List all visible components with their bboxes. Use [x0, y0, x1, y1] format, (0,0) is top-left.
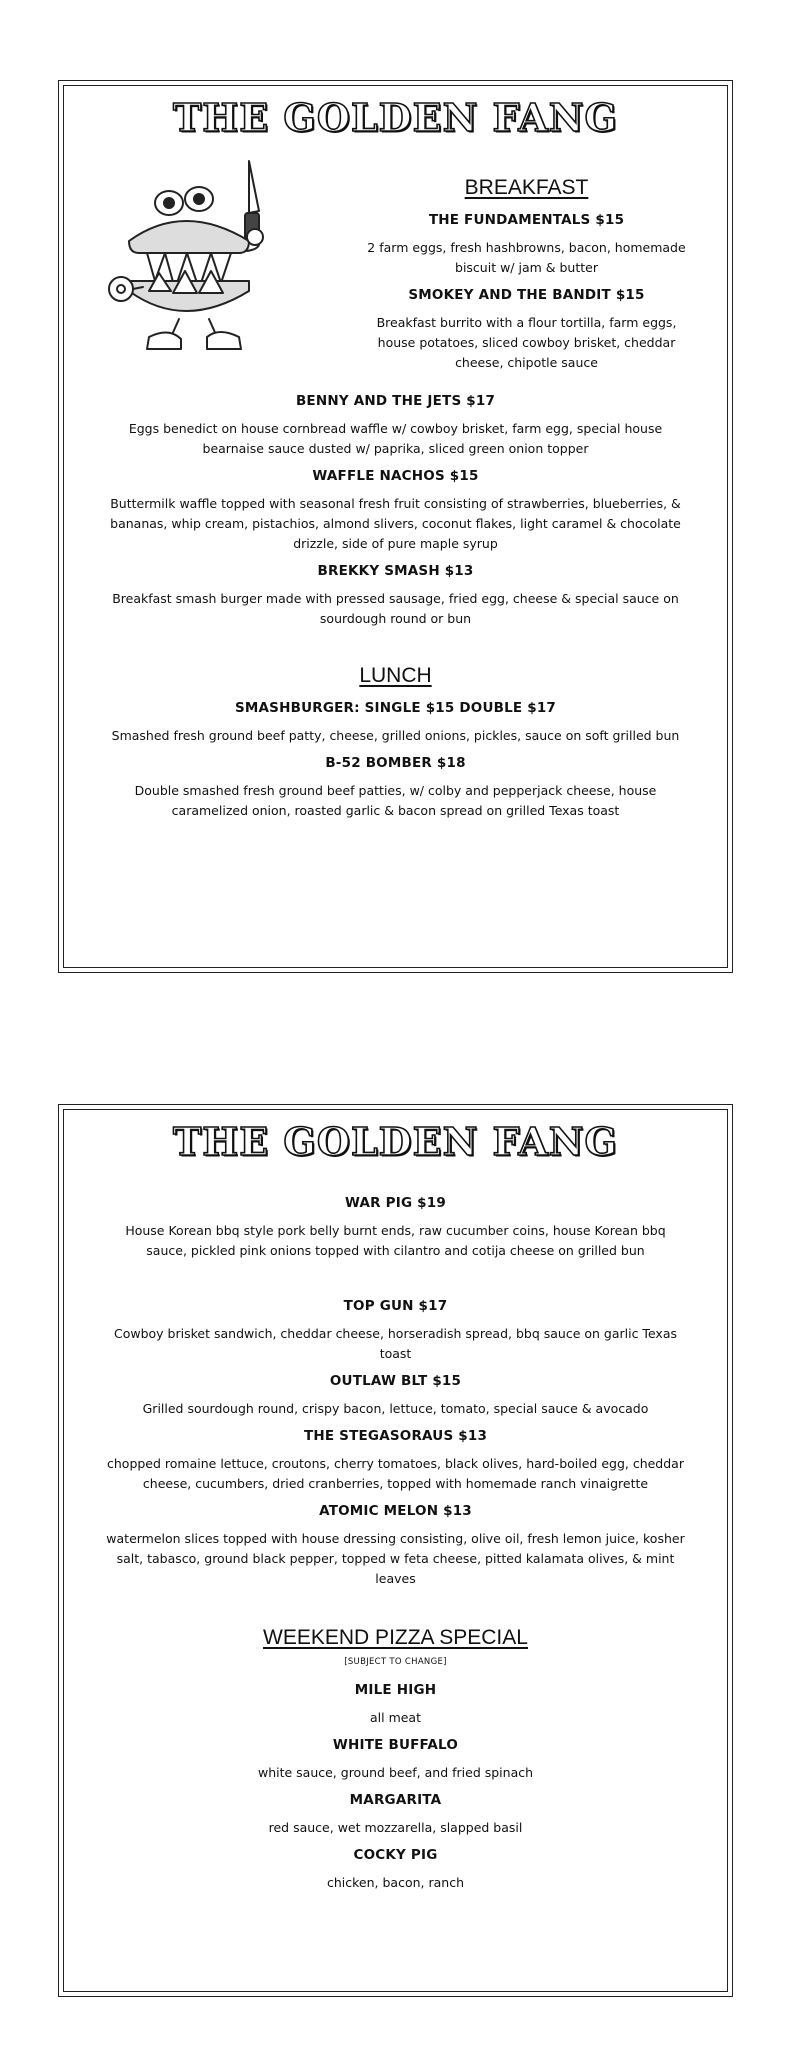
menu-item-desc: Smashed fresh ground beef patty, cheese, grilled onions, pickles, sauce on soft grilled bun	[111, 728, 680, 743]
menu-item-title: WHITE BUFFALO	[332, 1737, 459, 1753]
menu-item-desc: Eggs benedict on house cornbread waffle w/ cowboy brisket, farm egg, special house bearnaise sauce dusted w/ paprika, sliced green onion topper	[128, 421, 663, 456]
menu-item-desc: Grilled sourdough round, crispy bacon, lettuce, tomato, special sauce & avocado	[142, 1401, 649, 1416]
restaurant-title: THE GOLDEN FANG	[173, 1119, 618, 1164]
menu-item-desc: Breakfast smash burger made with pressed sausage, fried egg, cheese & special sauce on sourdough round or bun	[112, 591, 679, 626]
menu-item-desc: red sauce, wet mozzarella, slapped basil	[268, 1820, 523, 1835]
menu-item-desc: chopped romaine lettuce, croutons, cherry tomatoes, black olives, hard-boiled egg, cheddar cheese, cucumbers, dried cranberries, topped with homemade ranch vinaigrette	[107, 1456, 684, 1491]
menu-item-title: MILE HIGH	[354, 1682, 437, 1698]
menu-item-title: BENNY AND THE JETS $17	[295, 393, 496, 409]
menu-item-title: WAFFLE NACHOS $15	[312, 468, 479, 484]
breakfast-section-cont	[89, 393, 702, 830]
menu-item-title: COCKY PIG	[353, 1847, 438, 1863]
menu-item-title: WAR PIG $19	[345, 1195, 446, 1211]
menu-item-title: SMOKEY AND THE BANDIT $15	[408, 287, 645, 303]
menu-item-desc: Cowboy brisket sandwich, cheddar cheese, horseradish spread, bbq sauce on garlic Texas toast	[114, 1326, 677, 1361]
teeth-mascot-with-knife-icon	[99, 141, 299, 361]
menu-item-desc: chicken, bacon, ranch	[327, 1875, 464, 1890]
menu-item-desc: Breakfast burrito with a flour tortilla, farm eggs, house potatoes, sliced cowboy brisket, cheddar cheese, chipotle sauce	[376, 315, 677, 370]
menu-item-desc: 2 farm eggs, fresh hashbrowns, bacon, homemade biscuit w/ jam & butter	[367, 240, 686, 275]
menu-item-title: THE STEGASORAUS $13	[303, 1428, 488, 1444]
restaurant-title: THE GOLDEN FANG	[173, 95, 618, 140]
menu-item-desc: white sauce, ground beef, and fried spinach	[257, 1765, 534, 1780]
menu-item-desc: watermelon slices topped with house dressing consisting, olive oil, fresh lemon juice, kosher salt, tabasco, ground black pepper, topped w feta cheese, pitted kalamata olives, & mint leaves	[106, 1531, 685, 1586]
menu-item-title: OUTLAW BLT $15	[329, 1373, 462, 1389]
menu-item-title: MARGARITA	[349, 1792, 442, 1808]
menu-item-title: B-52 BOMBER $18	[325, 755, 466, 771]
menu-item-title: TOP GUN $17	[343, 1298, 448, 1314]
menu-page-2	[58, 1104, 733, 1997]
menu-item-desc: all meat	[369, 1710, 421, 1725]
breakfast-section	[341, 176, 712, 382]
menu-item-title: SMASHBURGER: SINGLE $15 DOUBLE $17	[234, 700, 557, 716]
breakfast-heading: BREAKFAST	[464, 176, 589, 199]
lunch-section-cont	[89, 1195, 702, 1902]
menu-item-title: ATOMIC MELON $13	[319, 1503, 472, 1519]
lunch-heading: LUNCH	[359, 664, 432, 687]
menu-item-desc: Buttermilk waffle topped with seasonal fresh fruit consisting of strawberries, blueberries, & bananas, whip cream, pistachios, almond slivers, coconut flakes, light caramel & chocolate drizzle, side of pure maple syrup	[110, 496, 681, 551]
menu-item-desc: Double smashed fresh ground beef patties, w/ colby and pepperjack cheese, house caramelized onion, roasted garlic & bacon spread on grilled Texas toast	[134, 783, 657, 818]
pizza-heading: WEEKEND PIZZA SPECIAL	[263, 1626, 528, 1649]
menu-page-1	[58, 80, 733, 973]
pizza-note: [SUBJECT TO CHANGE]	[344, 1657, 447, 1667]
menu-item-title: BREKKY SMASH $13	[317, 563, 474, 579]
menu-item-desc: House Korean bbq style pork belly burnt ends, raw cucumber coins, house Korean bbq sauce, pickled pink onions topped with cilantro and cotija cheese on grilled bun	[125, 1223, 666, 1258]
menu-item-title: THE FUNDAMENTALS $15	[428, 212, 625, 228]
